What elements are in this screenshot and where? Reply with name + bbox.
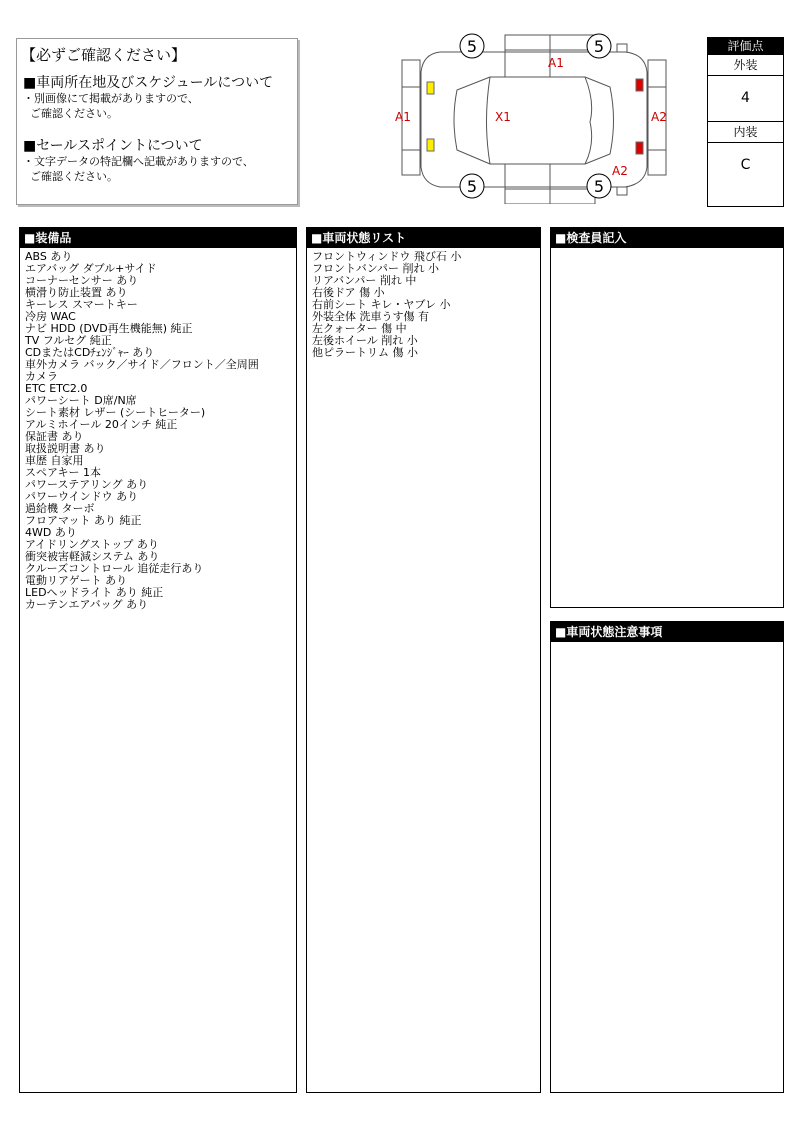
list-item: 横滑り防止装置 あり [25,286,128,299]
list-item: 外装全体 洗車うす傷 有 [312,310,429,323]
list-item: クルーズコントロール 追従走行あり [25,562,204,575]
list-item: フロアマット あり 純正 [25,514,142,527]
list-item: CDまたはCDﾁｪﾝｼﾞｬｰ あり [25,346,155,359]
list-item: フロントバンパー 削れ 小 [312,262,440,275]
damage-label-a1-top: A1 [548,56,564,70]
grade-header: 評価点 [708,38,783,55]
list-item: 左クォーター 傷 中 [312,322,407,335]
equipment-panel [19,227,297,1093]
list-item: 右前シート キレ・ヤブレ 小 [312,298,451,311]
list-item: 過給機 ターボ [25,502,95,515]
list-item: カーテンエアバッグ あり [25,598,149,611]
list-item: LEDヘッドライト あり 純正 [25,586,164,599]
notice-box [16,38,298,205]
interior-value: C [740,157,751,173]
condition-header: ■車両状態リスト [307,228,540,248]
notice-section1-heading: ■車両所在地及びスケジュールについて [23,75,274,91]
list-item: ナビ HDD (DVD再生機能無) 純正 [25,322,193,335]
tire-label: 5 [466,177,478,196]
list-item: スペアキー 1本 [25,466,102,479]
notes-panel [550,621,784,1093]
notes-header: ■車両状態注意事項 [551,622,783,642]
tire-label: 5 [593,37,605,56]
equipment-list [20,248,296,611]
list-item: エアバッグ ダブル+サイド [25,262,157,275]
yellow-marker [427,82,434,94]
list-item: アイドリングストップ あり [25,538,159,551]
exterior-value: 4 [708,76,783,122]
list-item: 右後ドア 傷 小 [312,286,385,299]
list-item: リアバンパー 削れ 中 [312,274,417,287]
list-item: フロントウィンドウ 飛び石 小 [312,250,462,263]
notice-title: 【必ずご確認ください】 [21,46,187,64]
notice-section2-heading: ■セールスポイントについて [23,138,203,154]
notice-section1-body: ・別画像にて掲載がありますので、 ご確認ください。 [23,92,199,120]
list-item: パワーステアリング あり [25,478,149,491]
damage-label-a2-bottom: A2 [612,164,628,178]
car-damage-diagram [395,32,675,204]
exterior-label: 外装 [708,55,783,76]
list-item: キーレス スマートキー [25,298,138,311]
inspector-header: ■検査員記入 [551,228,783,248]
notice-section2-body: ・文字データの特記欄へ記載がありますので、 ご確認ください。 [23,155,254,183]
list-item: アルミホイール 20インチ 純正 [25,418,178,431]
condition-list [307,248,540,359]
damage-label-a1-left: A1 [395,110,411,124]
tire-rear-right [587,174,611,198]
list-item: 他ピラートリム 傷 小 [312,346,418,359]
tire-label: 5 [466,37,478,56]
interior-label: 内装 [708,122,783,143]
list-item: 4WD あり [25,526,77,539]
yellow-marker [427,139,434,151]
list-item: 左後ホイール 削れ 小 [312,334,418,347]
list-item: 車歴 自家用 [25,454,84,467]
list-item: 衝突被害軽減システム あり [25,550,160,563]
tire-rear-left [460,174,484,198]
list-item: ETC ETC2.0 [25,382,88,395]
condition-panel [306,227,541,1093]
list-item: シート素材 レザー (シートヒーター) [25,406,206,419]
equipment-header: ■装備品 [20,228,296,248]
red-marker [636,142,643,154]
list-item: カメラ [25,370,58,383]
list-item: 車外カメラ バック／サイド／フロント／全周囲 [25,358,259,371]
tire-label: 5 [593,177,605,196]
list-item: コーナーセンサー あり [25,274,139,287]
list-item: 取扱説明書 あり [25,442,106,455]
red-marker [636,79,643,91]
list-item: パワーシート D席/N席 [25,394,137,407]
tire-front-left [460,34,484,58]
tire-front-right [587,34,611,58]
list-item: TV フルセグ 純正 [25,334,112,347]
grade-box [707,37,784,207]
damage-label-x1: X1 [495,110,511,124]
list-item: 冷房 WAC [25,310,76,323]
list-item: 電動リアゲート あり [25,574,128,587]
list-item: パワーウインドウ あり [25,490,139,503]
list-item: 保証書 あり [25,430,84,443]
damage-label-a2-right: A2 [651,110,667,124]
inspector-panel [550,227,784,608]
list-item: ABS あり [25,250,73,263]
